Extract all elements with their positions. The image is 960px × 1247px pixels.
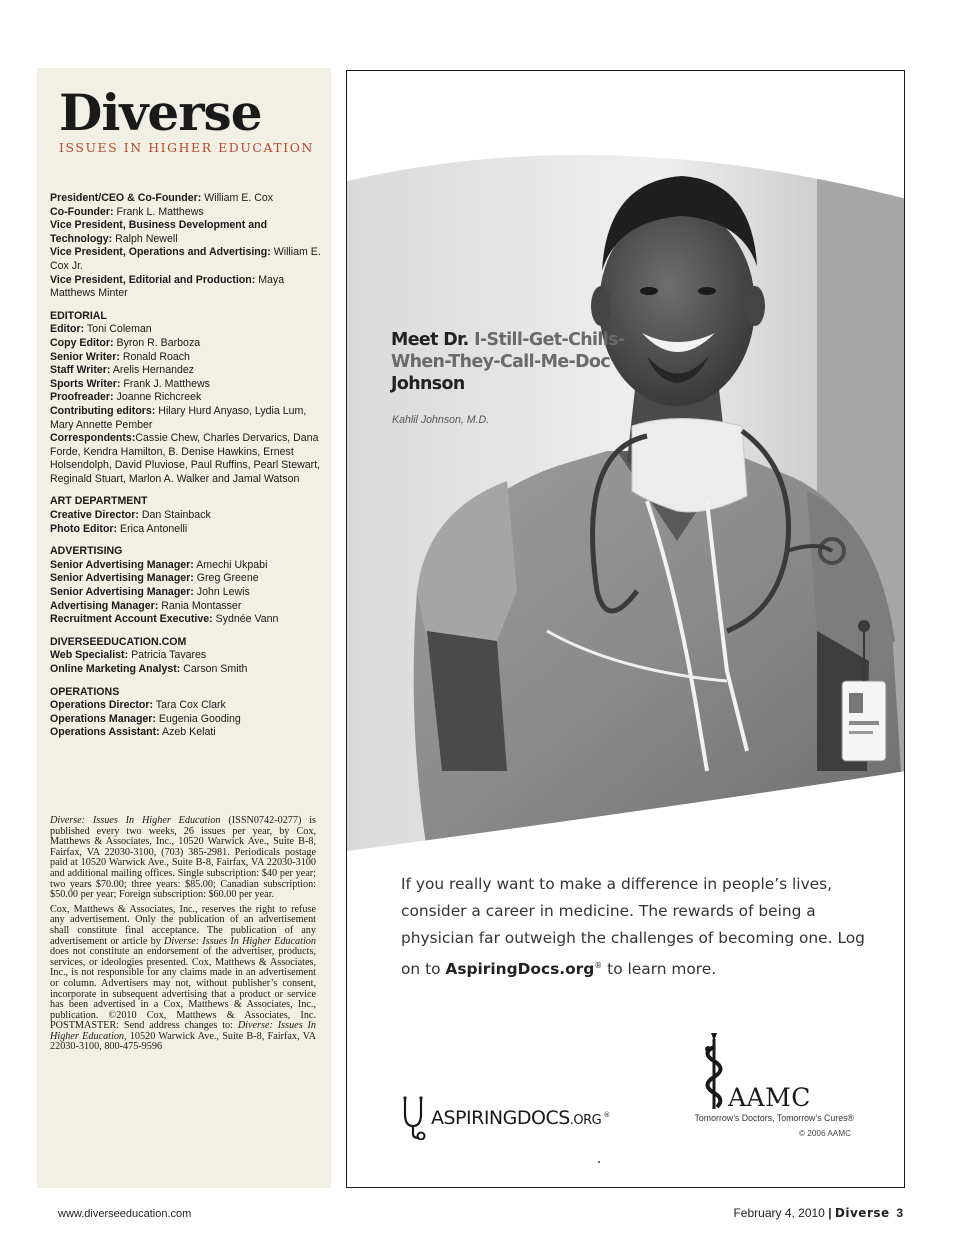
section-heading-editorial: EDITORIAL <box>50 309 107 322</box>
staff-entry: Vice President, Business Development and Technology: Ralph Newell <box>50 219 268 245</box>
caduceus-icon <box>699 1033 729 1113</box>
staff-entry: Senior Advertising Manager: John Lewis <box>50 586 250 599</box>
staff-entry: Correspondents:Cassie Chew, Charles Dervarics, Dana Forde, Kendra Hamilton, B. Denise Hawkins, Ernest Holsendolph, David Pluviose, Paul Ruffins, Pearl Stewart, Reginald Stuart, Marlon A. Walker and Jamal Watson <box>50 432 321 485</box>
staff-entry: Senior Advertising Manager: Amechi Ukpabi <box>50 558 268 571</box>
staff-entry: Online Marketing Analyst: Carson Smith <box>50 663 248 675</box>
staff-entry: Copy Editor: Byron R. Barboza <box>50 336 201 349</box>
staff-entry: Vice President, Editorial and Production: Maya Matthews Minter <box>50 273 285 300</box>
aspiringdocs-link[interactable]: AspiringDocs.org <box>445 960 595 979</box>
staff-entry: Operations Manager: Eugenia Gooding <box>50 712 241 725</box>
staff-entry: Photo Editor: Erica Antonelli <box>50 522 188 535</box>
footer-date: February 4, 2010 <box>733 1206 825 1220</box>
staff-entry: Operations Assistant: Azeb Kelati <box>50 726 216 739</box>
staff-entry: Operations Director: Tara Cox Clark <box>50 699 226 712</box>
staff-entry: Editor: Toni Coleman <box>50 323 152 336</box>
legal-paragraph-advertising: Cox, Matthews & Associates, Inc., reserves the right to refuse any advertisement. Only the publication of an advertisement shall constitute final acceptance. The publication of any advertisement or article by Diverse: Issues In Higher Education does not constitute an endorsement of the advertiser, products, services, or ideologies presented. Cox, Matthews & Associates, Inc., is not responsible for any claims made in an advertisement or column. Advertisers may not, without publisher’s consent, incorporate in subsequent advertising that a product or service has been advertised in a Cox, Matthews & Associates, Inc., publication. ©2010 Cox, Matthews & Associates, Inc. POSTMASTER: Send address changes to: Diverse: Issues In Higher Education, 10520 Warwick Ave., Suite B-8, Fairfax, VA 22030-3100, 800-475-9596 <box>50 903 316 1053</box>
section-heading-art: ART DEPARTMENT <box>50 495 148 508</box>
staff-entry: Advertising Manager: Rania Montasser <box>50 599 242 612</box>
aamc-copyright: © 2006 AAMC <box>799 1129 851 1138</box>
footer-url[interactable]: www.diverseeducation.com <box>58 1208 192 1220</box>
footer-separator: | <box>828 1206 832 1220</box>
logo-subtitle: ISSUES IN HIGHER EDUCATION <box>59 140 314 155</box>
section-heading-web: DIVERSEEDUCATION.COM <box>50 635 187 648</box>
staff-entry: President/CEO & Co-Founder: William E. Cox <box>50 192 274 204</box>
staff-entry: Creative Director: Dan Stainback <box>50 509 211 522</box>
diverse-logo <box>59 83 314 155</box>
ad-body-copy: If you really want to make a difference in people’s lives, consider a career in medicine. The rewards of being a physician far outweigh the challenges of becoming one. Log on to AspiringDocs.org® to learn more. <box>401 875 865 979</box>
photo-caption: Kahlil Johnson, M.D. <box>392 414 490 426</box>
publication-legal-notice <box>50 816 316 1057</box>
aamc-tagline: Tomorrow’s Doctors, Tomorrow’s Cures® <box>694 1113 854 1123</box>
stethoscope-icon <box>399 1096 427 1140</box>
page-number: 3 <box>896 1206 903 1220</box>
aspiringdocs-logo <box>399 1093 610 1143</box>
staff-entry: Recruitment Account Executive: Sydnée Vann <box>50 613 279 626</box>
footer-brand: Diverse <box>834 1206 890 1220</box>
staff-entry: Contributing editors: Hilary Hurd Anyaso, Lydia Lum, Mary Annette Pember <box>50 404 307 431</box>
section-heading-advertising: ADVERTISING <box>50 545 123 558</box>
aamc-advertisement <box>346 70 905 1188</box>
masthead-column <box>37 68 331 1188</box>
legal-paragraph-subscription: Diverse: Issues In Higher Education (ISSN0742-0277) is published every two weeks, 26 issues per year, by Cox, Matthews & Associates, Inc., 10520 Warwick Ave., Suite B-8, Fairfax, VA 22030-3100, (703) 385-2981. Periodicals postage paid at 10520 Warwick Ave., Suite B-8, Fairfax, VA 22030-3100 and additional mailing offices. Single subscription: $40 per year; two years $70.00; three years: $85.00; Canadian subscription: $50.00 per year; Foreign subscription: $60.00 per year. <box>50 815 316 901</box>
logo-wordmark: Diverse <box>59 83 262 142</box>
aamc-logo <box>675 1029 855 1149</box>
staff-entry: Senior Advertising Manager: Greg Greene <box>50 572 259 585</box>
staff-entry: Staff Writer: Arelis Hernandez <box>50 364 195 377</box>
footer-folio <box>733 1206 903 1220</box>
staff-entry: Sports Writer: Frank J. Matthews <box>50 377 210 390</box>
staff-entry: Senior Writer: Ronald Roach <box>50 350 190 363</box>
staff-entry: Co-Founder: Frank L. Matthews <box>50 205 204 218</box>
staff-entry: Proofreader: Joanne Richcreek <box>50 391 202 404</box>
section-heading-operations: OPERATIONS <box>50 685 120 698</box>
staff-entry: Vice President, Operations and Advertising: William E. Cox Jr. <box>50 246 321 272</box>
print-dot <box>598 1161 600 1163</box>
staff-listing <box>50 192 322 740</box>
staff-entry: Web Specialist: Patricia Tavares <box>50 649 207 662</box>
aspiringdocs-wordmark: ASPIRINGDOCS.ORG ® <box>431 1107 610 1129</box>
doctor-photo <box>347 71 905 851</box>
ad-headline: Meet Dr. I-Still-Get-Chills-When-They-Call-Me-Doc Johnson <box>391 330 625 394</box>
aamc-wordmark: AAMC <box>728 1083 811 1112</box>
